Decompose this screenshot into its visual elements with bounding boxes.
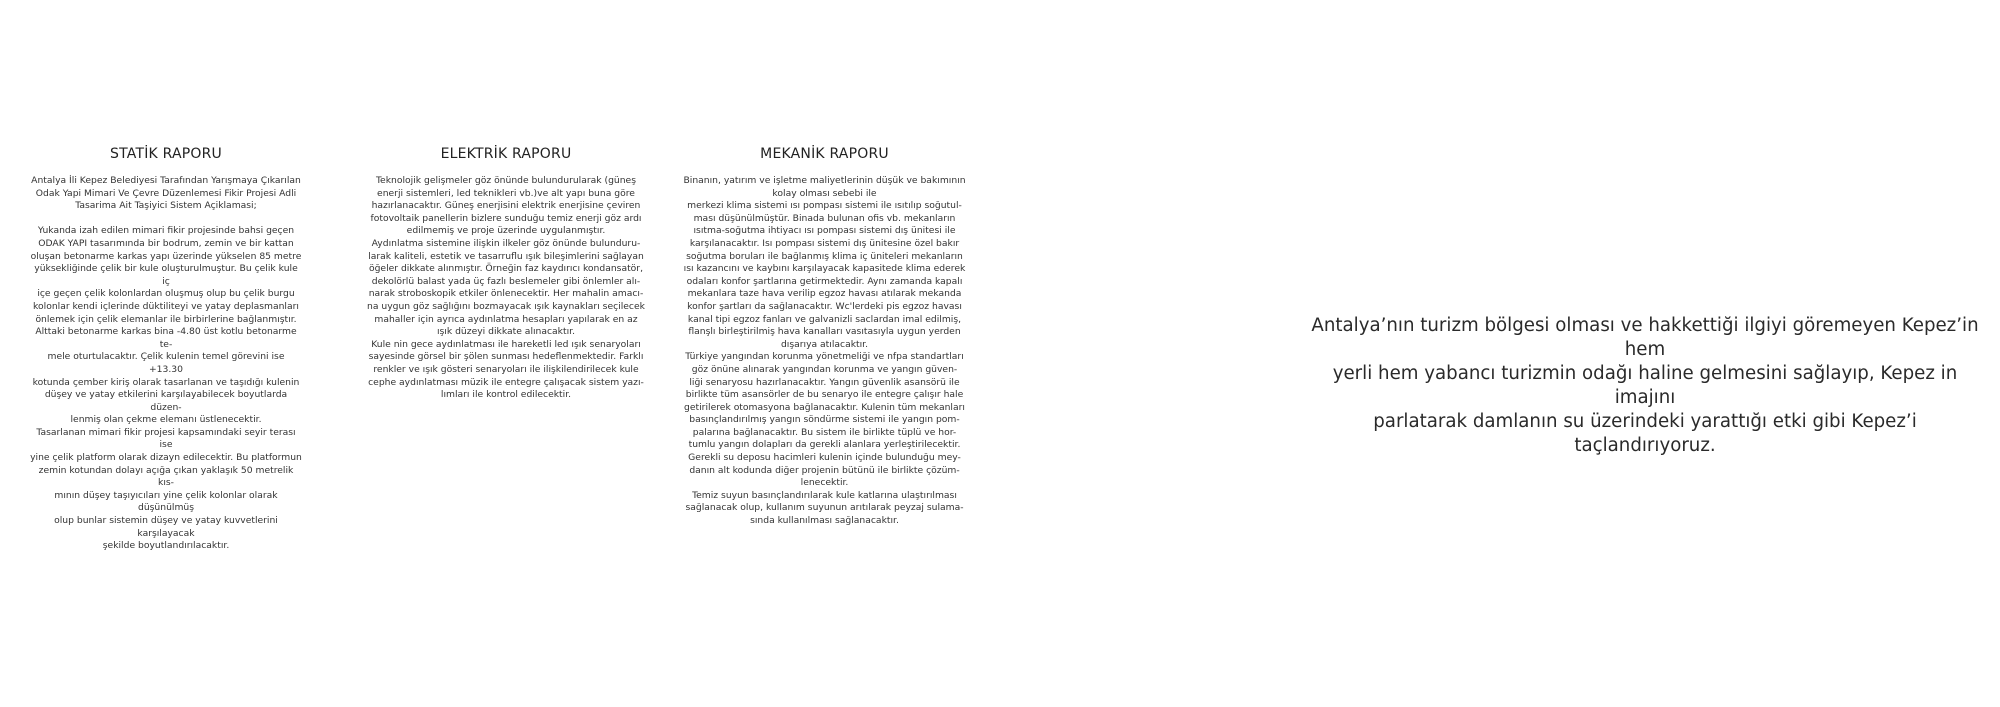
mekanik-report-body: Binanın, yatırım ve işletme maliyetlerinin düşük ve bakımının kolay olması sebebi ile merkezi klima sistemi ısı pompası sistemi ile ısıtılıp soğutul- ması düşünülmüştür. Binada bulunan ofis vb. mekanların ısıtma-soğutma ihtiyacı ısı pompası sistemi dış ünitesi ile karşılanacaktır. Isı pompası sistemi dış ünitesine özel bakır soğutma boruları ile bağlanmış klima iç üniteleri mekanların ısı kazancını ve kaybını karşılayacak kapasitede klima ederek odaları konfor şartlarına getirmektedir. Aynı zamanda kapalı mekanlara taze hava verilip egzoz havası atılarak mekanda konfor şartları da sağlanacaktır. Wc'lerdeki pis egzoz havası kanal tipi egzoz fanları ve galvanizli saclardan imal edilmiş, flanşlı birleştirilmiş hava kanalları vasıtasıyla uygun yerden dışarıya atılacaktır. Türkiye yangından korunma yönetmeliği ve nfpa standartları göz önüne alınarak yangından korunma ve yangın güven- liği senaryosu hazırlanacaktır. Yangın güvenlik asansörü ile birlikte tüm asansörler de bu senaryo ile entegre çalışır hale getirilerek otomasyona bağlanacaktır. Kulenin tüm mekanları basınçlandırılmış yangın söndürme sistemi ile yangın pom- palarına bağlanacaktır. Bu sistem ile birlikte tüplü ve hor- tumlu yangın dolapları da gerekli alanlara yerleştirilecektir. Gerekli su deposu hacimleri kulenin içinde bulunduğu mey- danın alt kodunda diğer projenin bütünü ile birlikte çözüm- lenecektir. Temiz suyun basınçlandırılarak kule katlarına ulaştırılması sağlanacak olup, kullanım suyunun arıtılarak peyzaj sulama- sında kullanılması sağlanacaktır.: [683, 175, 966, 527]
elektrik-report-title: ELEKTRİK RAPORU: [440, 146, 572, 162]
statik-report-title: STATİK RAPORU: [110, 146, 222, 162]
mekanik-report-title: MEKANİK RAPORU: [760, 146, 889, 162]
mekanik-report-column: [672, 146, 977, 528]
elektrik-report-body: Teknolojik gelişmeler göz önünde bulundurularak (güneş enerji sistemleri, led teknikleri vb.)ve alt yapı buna göre hazırlanacaktır. Güneş enerjisini elektrik enerjisine çeviren fotovoltaik panellerin bizlere sunduğu temiz enerji göz ardı edilmemiş ve proje üzerinde uygulanmıştır. Aydınlatma sistemine ilişkin ilkeler göz önünde bulunduru- larak kaliteli, estetik ve tasarruflu ışık bileşimlerini sağlayan öğeler dikkate alınmıştır. Örneğin faz kaydırıcı kondansatör, dekolörlü balast yada üç fazlı beslemeler gibi önlemler alı- narak stroboskopik etkiler önlenecektir. Her mahalin amacı- na uygun göz sağlığını bozmayacak ışık kaynakları seçilecek mahaller için ayrıca aydınlatma hesapları yapılarak en az ışık düzeyi dikkate alınacaktır. Kule nin gece aydınlatması ile hareketli led ışık senaryoları sayesinde görsel bir şölen sunması hedeflenmektedir. Farklı renkler ve ışık gösteri senaryoları ile ilişkilendirilecek kule cephe aydınlatması müzik ile entegre çalışacak sistem yazı- lımları ile kontrol edilecektir.: [367, 175, 645, 401]
statik-report-body: Antalya İli Kepez Belediyesi Tarafından Yarışmaya Çıkarılan Odak Yapi Mimari Ve Çevre Düzenlemesi Fikir Projesi Adli Tasarima Ait Taşiyici Sistem Açiklamasi; Yukanda izah edilen mimari fikir projesinde bahsi geçen ODAK YAPI tasarımında bir bodrum, zemin ve bir kattan oluşan betonarme karkas yapı üzerinde yükselen 85 metre yüksekliğinde çelik bir kule oluşturulmuştur. Bu çelik kule iç içe geçen çelik kolonlardan oluşmuş olup bu çelik burgu kolonlar kendi içlerinde düktiliteyi ve yatay deplasmanları önlemek için çelik elemanlar ile birbirlerine bağlanmıştır. Alttaki betonarme karkas bina -4.80 üst kotlu betonarme te- mele oturtulacaktır. Çelik kulenin temel görevini ise +13.30 kotunda çember kiriş olarak tasarlanan ve taşıdığı kulenin düşey ve yatay etkilerini karşılayabilecek boyutlarda düzen- lenmiş olan çekme elemanı üstlenecektir. Tasarlanan mimari fikir projesi kapsamındaki seyir terası ise yine çelik platform olarak dizayn edilecektir. Bu platformun zemin kotundan dolayı açığa çıkan yaklaşık 50 metrelik kıs- mının düşey taşıyıcıları yine çelik kolonlar olarak düşünülmüş olup bunlar sistemin düşey ve yatay kuvvetlerini karşılayacak şekilde boyutlandırılacaktır.: [30, 175, 302, 552]
elektrik-report-column: [356, 146, 656, 402]
statik-report-column: [30, 146, 302, 553]
concept-statement: Antalya’nın turizm bölgesi olması ve hakkettiği ilgiyi göremeyen Kepez’in hem yerli hem yabancı turizmin odağı haline gelmesini sağlayıp, Kepez in imajını parlatarak damlanın su üzerindeki yarattığı etki gibi Kepez’i taçlandırıyoruz.: [1311, 315, 1979, 456]
